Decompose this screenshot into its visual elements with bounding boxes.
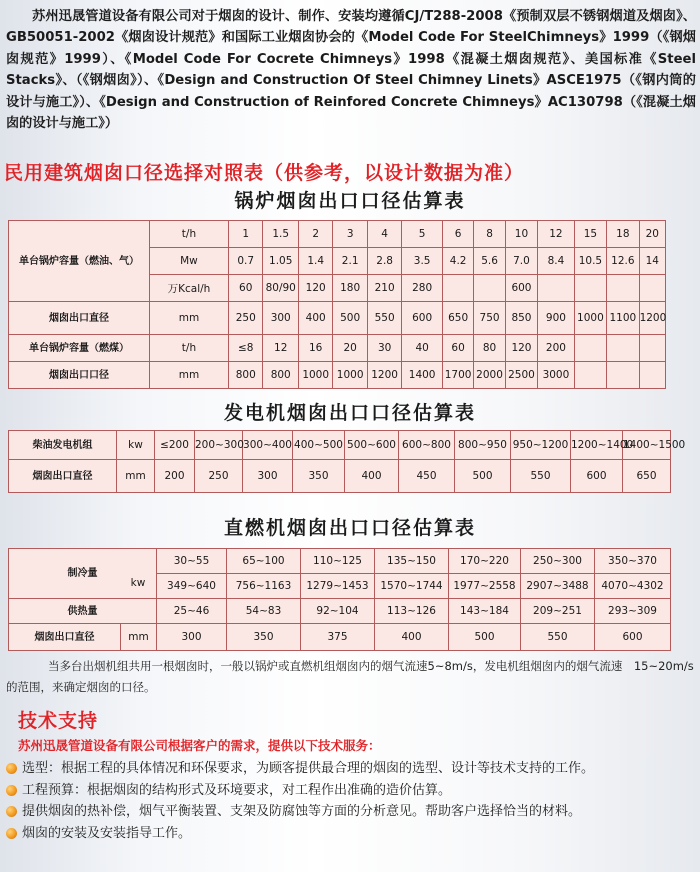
table-cell: 1200 bbox=[367, 362, 401, 389]
list-item bbox=[4, 823, 694, 845]
table-cell: 3000 bbox=[538, 362, 575, 389]
table-cell: 1700 bbox=[442, 362, 473, 389]
table-cell: 92~104 bbox=[301, 599, 375, 624]
table-cell: 143~184 bbox=[449, 599, 521, 624]
table-cell: 375 bbox=[301, 624, 375, 651]
table-cell: 350 bbox=[227, 624, 301, 651]
table-cell: 60 bbox=[229, 275, 263, 302]
unit-cell: mm bbox=[149, 362, 228, 389]
table-cell: 170~220 bbox=[449, 549, 521, 574]
table-cell: 120 bbox=[298, 275, 332, 302]
table-cell bbox=[474, 275, 505, 302]
table-cell: 12.6 bbox=[607, 248, 639, 275]
table-row bbox=[9, 549, 671, 574]
table-cell: 30 bbox=[367, 335, 401, 362]
list-item bbox=[4, 758, 694, 780]
table-cell: 1000 bbox=[298, 362, 332, 389]
table-cell: 10 bbox=[505, 221, 537, 248]
table-row bbox=[9, 431, 671, 460]
table-cell: 600 bbox=[571, 460, 623, 493]
table-cell: 2.8 bbox=[367, 248, 401, 275]
table-cell: 200 bbox=[155, 460, 195, 493]
generator-table-title: 发电机烟囱出口口径估算表 bbox=[223, 402, 476, 424]
table-cell: 20 bbox=[639, 221, 665, 248]
table-cell bbox=[574, 275, 606, 302]
table-cell: 1.4 bbox=[298, 248, 332, 275]
table-row bbox=[9, 460, 671, 493]
diesel-generator-label: 柴油发电机组 bbox=[9, 431, 117, 460]
table-cell: 250 bbox=[195, 460, 243, 493]
cooling-kw-unit: kw bbox=[130, 577, 146, 589]
generator-table bbox=[8, 430, 686, 493]
table-row bbox=[9, 599, 671, 624]
table-cell: 450 bbox=[399, 460, 455, 493]
intro-paragraph: 苏州迅晟管道设备有限公司对于烟囱的设计、制作、安装均遵循CJ/T288-2008《预制双层不锈钢烟道及烟囱》、GB50051-2002《烟囱设计规范》和国际工业烟囱协会的《Model Code For SteelChimneys》1999（《钢烟囱规范》1999）、《Model Code For Cocrete Chimneys》1998《混凝土烟囱规范》、美国标准《Steel Stacks》、（《钢烟囱》）、《Design and Construction Of Steel Chimney Linets》ASCE1975（《钢内筒的设计与施工》）、《Design and Construction of Reinfored Concrete Chimneys》AC130798（《混凝土烟囱的设计与施工》） bbox=[6, 9, 696, 132]
table-cell: 20 bbox=[333, 335, 367, 362]
table-cell: 950~1200 bbox=[511, 431, 571, 460]
outlet-diameter-label: 烟囱出口直径 bbox=[9, 302, 150, 335]
unit-cell: t/h bbox=[149, 221, 228, 248]
section-subtitle: 民用建筑烟囱口径选择对照表（供参考，以设计数据为准） bbox=[4, 162, 525, 184]
cooling-capacity-label: 制冷量 bbox=[9, 549, 157, 599]
unit-cell: kw bbox=[117, 431, 155, 460]
table-cell: 4.2 bbox=[442, 248, 473, 275]
unit-cell: Mw bbox=[149, 248, 228, 275]
table-cell: 1200 bbox=[639, 302, 665, 335]
table-cell bbox=[607, 335, 639, 362]
table-cell: 250~300 bbox=[521, 549, 595, 574]
table-cell: 250 bbox=[229, 302, 263, 335]
table-cell: 600 bbox=[595, 624, 671, 651]
table-cell: 180 bbox=[333, 275, 367, 302]
table-cell: 1977~2558 bbox=[449, 574, 521, 599]
table-row bbox=[9, 335, 666, 362]
table-cell: 600 bbox=[505, 275, 537, 302]
table-row bbox=[9, 362, 666, 389]
table-cell bbox=[639, 275, 665, 302]
table-cell: 15 bbox=[574, 221, 606, 248]
table-cell: 900 bbox=[538, 302, 575, 335]
table-cell: 850 bbox=[505, 302, 537, 335]
table-row bbox=[9, 221, 666, 248]
table-cell: 0.7 bbox=[229, 248, 263, 275]
table-cell: ≤200 bbox=[155, 431, 195, 460]
direct-table bbox=[8, 548, 671, 651]
list-item bbox=[4, 801, 694, 823]
tech-support-title: 技术支持 bbox=[18, 710, 99, 732]
table-cell: 30~55 bbox=[157, 549, 227, 574]
unit-cell: mm bbox=[117, 460, 155, 493]
table-cell: 10.5 bbox=[574, 248, 606, 275]
table-cell: 1000 bbox=[574, 302, 606, 335]
table-cell: 349~640 bbox=[157, 574, 227, 599]
list-item-text: 工程预算：根据烟囱的结构形式及环境要求，对工程作出准确的造价估算。 bbox=[22, 782, 452, 798]
bullet-icon bbox=[6, 828, 17, 839]
table-cell: 1570~1744 bbox=[375, 574, 449, 599]
table-cell: 200 bbox=[538, 335, 575, 362]
tech-support-list bbox=[4, 758, 694, 844]
heating-capacity-label: 供热量 bbox=[9, 599, 157, 624]
table-cell: 2000 bbox=[474, 362, 505, 389]
table-cell: 4 bbox=[367, 221, 401, 248]
table-cell: 8.4 bbox=[538, 248, 575, 275]
unit-cell: t/h bbox=[149, 335, 228, 362]
table-cell: 756~1163 bbox=[227, 574, 301, 599]
table-cell: 800 bbox=[229, 362, 263, 389]
table-cell: 25~46 bbox=[157, 599, 227, 624]
table-cell: 5.6 bbox=[474, 248, 505, 275]
table-cell: 120 bbox=[505, 335, 537, 362]
table-cell: 550 bbox=[367, 302, 401, 335]
outlet-diameter-label: 烟囱出口直径 bbox=[9, 460, 117, 493]
table-cell: 1279~1453 bbox=[301, 574, 375, 599]
table-cell: 12 bbox=[538, 221, 575, 248]
table-cell: 1 bbox=[229, 221, 263, 248]
bullet-icon bbox=[6, 763, 17, 774]
table-cell bbox=[574, 362, 606, 389]
table-cell: 209~251 bbox=[521, 599, 595, 624]
table-cell: 300 bbox=[243, 460, 293, 493]
table-cell: 12 bbox=[263, 335, 298, 362]
table-cell: 800 bbox=[263, 362, 298, 389]
table-row bbox=[9, 624, 671, 651]
table-cell: 500 bbox=[455, 460, 511, 493]
table-cell: 1000 bbox=[333, 362, 367, 389]
unit-cell: mm bbox=[149, 302, 228, 335]
table-cell: 1.05 bbox=[263, 248, 298, 275]
unit-cell: mm bbox=[121, 624, 157, 651]
table-cell: 6 bbox=[442, 221, 473, 248]
table-cell: 550 bbox=[521, 624, 595, 651]
direct-table-title: 直燃机烟囱出口口径估算表 bbox=[223, 517, 476, 539]
table-cell: 14 bbox=[639, 248, 665, 275]
list-item-text: 提供烟囱的热补偿，烟气平衡装置、支架及防腐蚀等方面的分析意见。帮助客户选择恰当的材料。 bbox=[22, 804, 582, 819]
table-cell: 65~100 bbox=[227, 549, 301, 574]
table-cell: 400 bbox=[345, 460, 399, 493]
table-cell: 1.5 bbox=[263, 221, 298, 248]
table-cell: 40 bbox=[402, 335, 443, 362]
table-cell: 135~150 bbox=[375, 549, 449, 574]
cap-coal-label: 单台锅炉容量（燃煤） bbox=[9, 335, 150, 362]
table-cell: 2 bbox=[298, 221, 332, 248]
table-cell: 500~600 bbox=[345, 431, 399, 460]
table-cell: 650 bbox=[623, 460, 671, 493]
table-cell bbox=[607, 275, 639, 302]
bullet-icon bbox=[6, 806, 17, 817]
flow-velocity-note: 当多台出烟机组共用一根烟囱时，一般以锅炉或直燃机组烟囱内的烟气流速5~8m/s，发电机组烟囱内的烟气流速 15~20m/s的范围，来确定烟囱的口径。 bbox=[6, 659, 694, 694]
table-cell: 1400 bbox=[402, 362, 443, 389]
table-cell: 500 bbox=[449, 624, 521, 651]
table-cell: 3 bbox=[333, 221, 367, 248]
table-cell: 8 bbox=[474, 221, 505, 248]
table-cell: 500 bbox=[333, 302, 367, 335]
table-cell: 2.1 bbox=[333, 248, 367, 275]
table-cell: 400~500 bbox=[293, 431, 345, 460]
table-cell: 110~125 bbox=[301, 549, 375, 574]
table-cell: 300 bbox=[263, 302, 298, 335]
table-cell: 300~400 bbox=[243, 431, 293, 460]
table-cell: 18 bbox=[607, 221, 639, 248]
table-cell bbox=[607, 362, 639, 389]
table-cell: 2500 bbox=[505, 362, 537, 389]
table-cell bbox=[574, 335, 606, 362]
table-cell: 600~800 bbox=[399, 431, 455, 460]
table-cell: 1400~1500 bbox=[623, 431, 671, 460]
table-cell: 210 bbox=[367, 275, 401, 302]
table-row bbox=[9, 302, 666, 335]
table-cell: 350~370 bbox=[595, 549, 671, 574]
table-cell: 750 bbox=[474, 302, 505, 335]
table-cell: 80/90 bbox=[263, 275, 298, 302]
table-cell: ≤8 bbox=[229, 335, 263, 362]
table-cell bbox=[442, 275, 473, 302]
table-cell: 60 bbox=[442, 335, 473, 362]
boiler-table-title: 锅炉烟囱出口口径估算表 bbox=[234, 190, 466, 212]
table-cell: 350 bbox=[293, 460, 345, 493]
table-cell: 2907~3488 bbox=[521, 574, 595, 599]
table-cell: 600 bbox=[402, 302, 443, 335]
unit-cell: 万Kcal/h bbox=[149, 275, 228, 302]
table-cell: 1200~1400 bbox=[571, 431, 623, 460]
table-cell: 1100 bbox=[607, 302, 639, 335]
table-cell: 7.0 bbox=[505, 248, 537, 275]
table-cell: 293~309 bbox=[595, 599, 671, 624]
table-cell: 16 bbox=[298, 335, 332, 362]
cap-oil-label: 单台锅炉容量（燃油、气） bbox=[9, 221, 150, 302]
table-cell: 400 bbox=[375, 624, 449, 651]
table-cell: 113~126 bbox=[375, 599, 449, 624]
list-item-text: 烟囱的安装及安装指导工作。 bbox=[22, 825, 192, 841]
table-cell: 4070~4302 bbox=[595, 574, 671, 599]
list-item bbox=[4, 780, 694, 802]
table-cell: 5 bbox=[402, 221, 443, 248]
table-cell: 400 bbox=[298, 302, 332, 335]
table-cell: 300 bbox=[157, 624, 227, 651]
table-cell: 800~950 bbox=[455, 431, 511, 460]
table-cell bbox=[538, 275, 575, 302]
tech-support-intro: 苏州迅晟管道设备有限公司根据客户的需求，提供以下技术服务： bbox=[18, 738, 381, 753]
table-cell: 80 bbox=[474, 335, 505, 362]
table-cell: 550 bbox=[511, 460, 571, 493]
table-cell: 280 bbox=[402, 275, 443, 302]
table-cell: 3.5 bbox=[402, 248, 443, 275]
table-cell: 650 bbox=[442, 302, 473, 335]
boiler-table bbox=[8, 220, 666, 389]
table-cell: 200~300 bbox=[195, 431, 243, 460]
table-cell bbox=[639, 335, 665, 362]
list-item-text: 选型：根据工程的具体情况和环保要求，为顾客提供最合理的烟囱的选型、设计等技术支持的工作。 bbox=[22, 761, 595, 776]
table-cell: 54~83 bbox=[227, 599, 301, 624]
table-cell bbox=[639, 362, 665, 389]
bullet-icon bbox=[6, 785, 17, 796]
outlet-caliber-label: 烟囱出口口径 bbox=[9, 362, 150, 389]
outlet-diameter-label: 烟囱出口直径 bbox=[9, 624, 121, 651]
